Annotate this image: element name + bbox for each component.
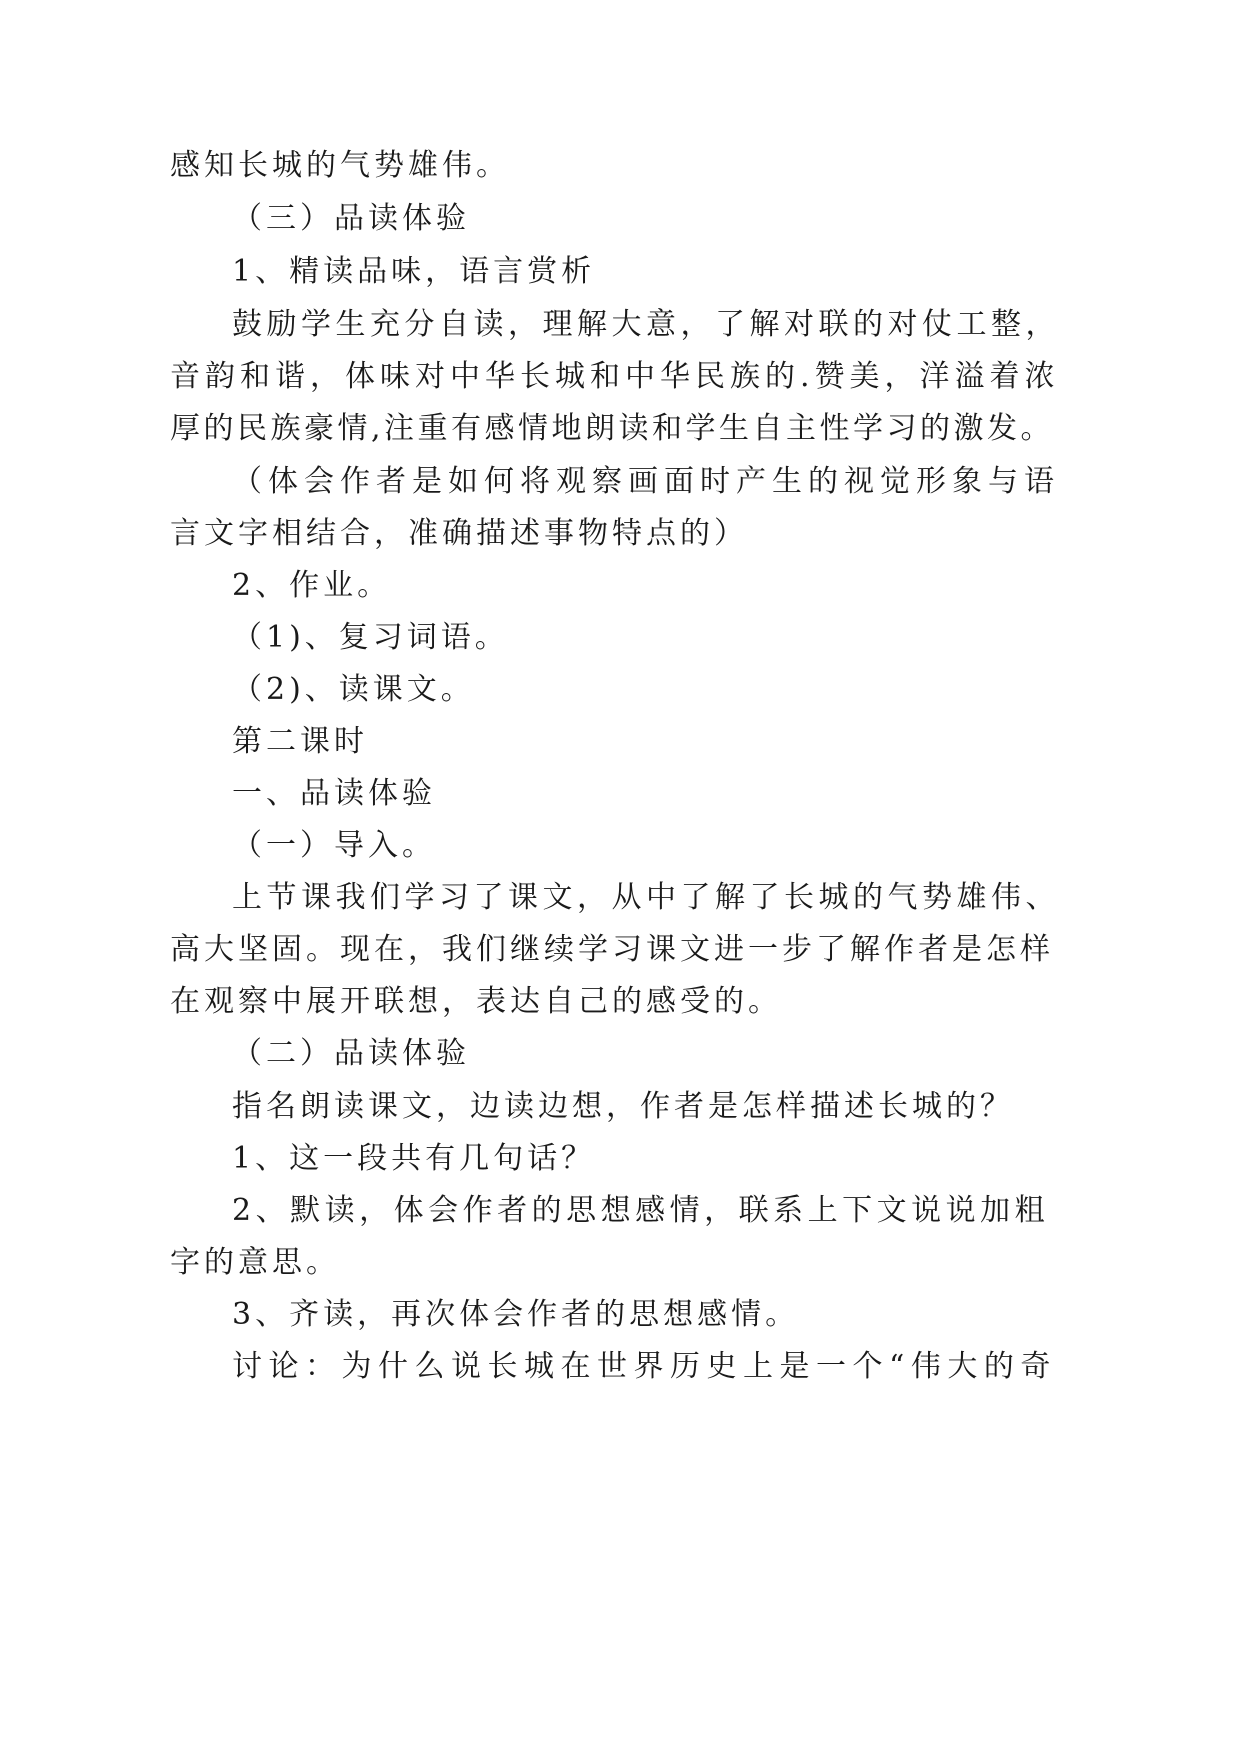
section-heading: 第二课时 xyxy=(232,724,368,759)
text-line: 高大坚固。现在，我们继续学习课文进一步了解作者是怎样 xyxy=(170,932,1054,967)
text-line: 指名朗读课文，边读边想，作者是怎样描述长城的？ xyxy=(232,1089,1014,1124)
section-heading: （三）品读体验 xyxy=(232,201,470,236)
section-heading: （二）品读体验 xyxy=(232,1036,470,1071)
text-line: 言文字相结合，准确描述事物特点的） xyxy=(170,516,748,551)
text-line: 音韵和谐，体味对中华长城和中华民族的.赞美，洋溢着浓 xyxy=(170,359,1060,394)
text-line: 上节课我们学习了课文，从中了解了长城的气势雄伟、 xyxy=(232,880,1060,915)
section-heading: 一、品读体验 xyxy=(232,776,436,811)
text-line: 2、默读，体会作者的思想感情，联系上下文说说加粗 xyxy=(232,1193,1050,1228)
text-line: 厚的民族豪情,注重有感情地朗读和学生自主性学习的激发。 xyxy=(170,411,1055,446)
text-line: 1、精读品味，语言赏析 xyxy=(232,254,596,289)
text-line: 2、作业。 xyxy=(232,568,392,603)
text-line: 3、齐读，再次体会作者的思想感情。 xyxy=(232,1297,800,1332)
text-line: 在观察中展开联想，表达自己的感受的。 xyxy=(170,984,782,1019)
text-line: （体会作者是如何将观察画面时产生的视觉形象与语 xyxy=(232,464,1060,499)
text-line: 讨论：为什么说长城在世界历史上是一个“伟大的奇 xyxy=(232,1349,1057,1384)
text-line: 感知长城的气势雄伟。 xyxy=(170,148,510,183)
text-line: （2)、读课文。 xyxy=(232,672,475,707)
text-line: 1、这一段共有几句话？ xyxy=(232,1141,596,1176)
text-line: 字的意思。 xyxy=(170,1245,340,1280)
text-line: 鼓励学生充分自读，理解大意，了解对联的对仗工整， xyxy=(232,307,1060,342)
section-heading: （一）导入。 xyxy=(232,828,436,863)
text-line: （1)、复习词语。 xyxy=(232,620,509,655)
